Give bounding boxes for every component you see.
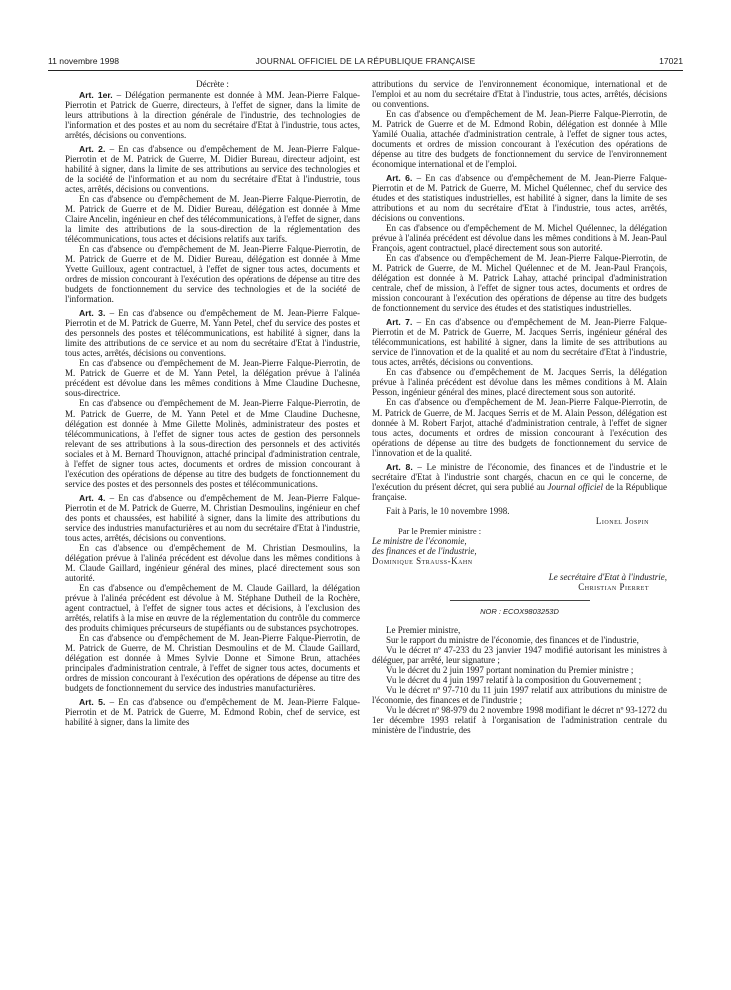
article-label: Art. 6. — [386, 173, 413, 184]
premier-ministre: Le Premier ministre, — [386, 624, 461, 635]
visa-paragraph: Vu le décret du 4 juin 1997 relatif à la composition du Gouvernement ; — [386, 674, 642, 685]
article-8 — [372, 462, 667, 502]
visa-paragraph: Sur le rapport du ministre de l'économie, des finances et de l'industrie, — [386, 634, 639, 645]
signature-strauss-kahn: Dominique Strauss-Kahn — [372, 555, 473, 566]
article-label: Art. 1er. — [79, 90, 113, 101]
article-6 — [372, 173, 667, 223]
paragraph: attributions du service de l'environnement économique, international et de l'emploi et au nom du secrétaire d'Etat à l'industrie, tous actes, arrêtés, décisions ou conventions. — [372, 79, 667, 110]
article-label: Art. 5. — [79, 696, 106, 707]
right-column — [372, 79, 667, 735]
paragraph: En cas d'absence ou d'empêchement de M. Jacques Serris, la délégation prévue à l'alinéa précédent est dévolue dans les mêmes conditions à M. Alain Pesson, ingénieur général des mines, placé directement sous son autorité. — [372, 367, 667, 398]
article-text: de la République française. — [372, 481, 668, 502]
visa-paragraph: Vu le décret du 2 juin 1997 portant nomination du Premier ministre ; — [386, 664, 634, 675]
article-text: – En cas d'absence ou d'empêchement de M. Jean-Pierre Falque-Pierrotin et de M. Patrick de Guerre, M. Christian Desmoulins, ingénieur en chef des ponts et chaussées, est habilité à signer, dans la limite des attributions du service des industries manufacturières et au nom du secrétaire d'Etat à l'industrie, tous actes, arrêtés, décisions ou conventions. — [65, 492, 361, 543]
article-7 — [372, 317, 667, 367]
visa-paragraph: Vu le décret nº 47-233 du 23 janvier 1947 modifié autorisant les ministres à déléguer, par arrêté, leur signature ; — [372, 644, 667, 665]
paragraph: En cas d'absence ou d'empêchement de M. Michel Quélennec, la délégation prévue à l'alinéa précédent est dévolue dans les mêmes conditions à M. Jean-Paul François, agent contractuel, placé directement sous son autorité. — [372, 223, 667, 254]
article-text: – En cas d'absence ou d'empêchement de M. Jean-Pierre Falque-Pierrotin et de M. Patrick de Guerre, M. Jacques Serris, ingénieur général des télécommunications, est habilité à signer, dans la limite de ses attributions au service de l'innovation et de la qualité et au nom du secrétaire d'Etat à l'industrie, tous actes, arrêtés, décisions ou conventions. — [372, 317, 668, 368]
article-5 — [65, 697, 360, 727]
visa-paragraph: Vu le décret nº 98-979 du 2 novembre 1998 modifiant le décret nº 93-1272 du 1er décembre 1993 relatif à l'organisation de l'administration centrale du ministère de l'industrie, des — [372, 704, 667, 735]
article-label: Art. 2. — [79, 144, 106, 155]
journal-name: Journal officiel — [547, 481, 603, 492]
decrete-heading: Décrète : — [196, 79, 229, 89]
article-label: Art. 3. — [79, 308, 106, 319]
paragraph: En cas d'absence ou d'empêchement de M. Jean-Pierre Falque-Pierrotin, de M. Patrick de Guerre, de M. Jacques Serris et de M. Alain Pesson, délégation est donnée à M. Robert Farjot, attaché d'administration centrale, à l'effet de signer tous actes, documents et ordres de mission concourant à l'exécution des opérations de dépense au titre des budgets de fonctionnement du service de l'innovation et de la qualité. — [372, 397, 667, 458]
article-text: – En cas d'absence ou d'empêchement de M. Jean-Pierre Falque-Pierrotin et de M. Patrick de Guerre, M. Yann Petel, chef du service des postes et des personnels des postes et télécommunications, est habilité à signer, dans la limite des attributions de ce service et au nom du secrétaire d'Etat à l'industrie, tous actes, arrêtés, décisions ou conventions. — [65, 308, 361, 359]
article-text: – En cas d'absence ou d'empêchement de M. Jean-Pierre Falque-Pierrotin et de M. Patrick de Guerre, M. Didier Bureau, directeur adjoint, est habilité à signer, dans la limite de ses attributions au service des technologies et de la société de l'information et au nom du secrétaire d'Etat à l'industrie, tous actes, arrêtés, décisions ou conventions. — [65, 144, 361, 195]
paragraph: En cas d'absence ou d'empêchement de M. Jean-Pierre Falque-Pierrotin, de M. Patrick de Guerre et de M. Yann Petel, la délégation prévue à l'alinéa précédent est dévolue dans les mêmes conditions à Mme Claudine Duchesne, sous-directrice. — [65, 358, 360, 399]
article-label: Art. 8. — [386, 461, 413, 472]
journal-title: JOURNAL OFFICIEL DE LA RÉPUBLIQUE FRANÇAISE — [255, 56, 476, 66]
fait-line: Fait à Paris, le 10 novembre 1998. — [386, 505, 510, 516]
visa-paragraph: Vu le décret nº 97-710 du 11 juin 1997 relatif aux attributions du ministre de l'économie, des finances et de l'industrie ; — [372, 684, 667, 705]
section-divider — [450, 600, 590, 601]
article-1 — [65, 90, 360, 140]
minister-title-2: des finances et de l'industrie, — [372, 545, 477, 556]
article-label: Art. 4. — [79, 492, 106, 503]
par-le-premier-ministre: Par le Premier ministre : — [398, 525, 482, 536]
left-column — [65, 79, 360, 727]
paragraph: En cas d'absence ou d'empêchement de M. Jean-Pierre Falque-Pierrotin, de M. Patrick de Guerre, de M. Michel Quélennec et de M. Jean-Paul François, délégation est donnée à M. Patrick Lahay, attaché principal d'administration centrale, chef de mission, à l'effet de signer tous actes, documents et ordres de mission concourant à l'exécution des opérations de dépense au titre des budgets de fonctionnement du service des études et des statistiques industrielles. — [372, 253, 667, 314]
page-header — [48, 56, 683, 71]
paragraph: En cas d'absence ou d'empêchement de M. Jean-Pierre Falque-Pierrotin, de M. Patrick de Guerre et de M. Didier Bureau, délégation est donnée à Mme Yvette Guilloux, agent contractuel, à l'effet de signer tous actes, documents et ordres de mission concourant à l'exécution des opérations de dépense au titre des budgets de fonctionnement du service des technologies et de la société de l'information. — [65, 244, 360, 305]
secretary-title: Le secrétaire d'Etat à l'industrie, — [548, 571, 667, 582]
article-2 — [65, 144, 360, 194]
paragraph: En cas d'absence ou d'empêchement de M. Jean-Pierre Falque-Pierrotin, de M. Patrick de Guerre et de M. Edmond Robin, délégation est donnée à Mlle Yamilé Oualia, attachée d'administration centrale, à l'effet de signer tous actes, documents et ordres de mission concourant à l'exécution des opérations de dépense au titre des budgets de fonctionnement du service de l'environnement économique international et de l'emploi. — [372, 109, 667, 170]
nor-reference: NOR : ECOX9803253D — [480, 606, 559, 616]
signature-pierret: Christian Pierret — [578, 581, 649, 592]
article-label: Art. 7. — [386, 317, 413, 328]
article-text: – Délégation permanente est donnée à MM. Jean-Pierre Falque-Pierrotin et Patrick de Guerre, directeurs, à l'effet de signer, dans la limite de leurs attributions à la direction générale de l'industrie, des technologies de l'information et des postes et au nom du secrétaire d'Etat à l'industrie, tous actes, arrêtés, décisions ou conventions. — [65, 90, 360, 141]
page-number: 17021 — [659, 56, 683, 66]
paragraph: En cas d'absence ou d'empêchement de M. Jean-Pierre Falque-Pierrotin, de M. Patrick de Guerre, de M. Christian Desmoulins et de M. Claude Gaillard, délégation est donnée à Mmes Sylvie Donne et Simone Brun, attachées principales d'administration centrale, à l'effet de signer tous actes, documents et ordres de mission concourant à l'exécution des opérations de dépense au titre des budgets de fonctionnement du service des industries manufacturières. — [65, 632, 360, 693]
paragraph: En cas d'absence ou d'empêchement de M. Jean-Pierre Falque-Pierrotin, de M. Patrick de Guerre, de M. Yann Petel et de Mme Claudine Duchesne, délégation est donnée à Mme Gilette Molinès, administrateur des postes et télécommunications, à l'effet de signer tous actes de gestion des personnels relevant de ses attributions à la sous-direction des personnels et des activités sociales et à M. Bernard Thouvignon, attaché principal d'administration centrale, à l'effet de signer tous actes, documents et ordres de mission concourant à l'exécution des opérations de dépense au titre des budgets de fonctionnement du service des postes et des personnels des postes et télécommunications. — [65, 398, 360, 489]
article-3 — [65, 308, 360, 358]
article-text: – Le ministre de l'économie, des finances et de l'industrie et le secrétaire d'Etat à l'industrie sont chargés, chacun en ce qui le concerne, de l'exécution du présent décret, qui sera publié au — [372, 461, 667, 492]
paragraph: En cas d'absence ou d'empêchement de M. Jean-Pierre Falque-Pierrotin, de M. Patrick de Guerre et de M. Didier Bureau, délégation est donnée à Mme Claire Ancelin, ingénieur en chef des télécommunications, à l'effet de signer, dans la limite des attributions de la sous-direction de la réglementation des télécommunications, tous actes et décisions relatifs aux tarifs. — [65, 194, 360, 245]
paragraph: En cas d'absence ou d'empêchement de M. Claude Gaillard, la délégation prévue à l'alinéa précédent est dévolue à M. Stéphane Dutheil de la Rochère, agent contractuel, à l'effet de signer tous actes et décisions, à l'exclusion des arrêtés, relatifs à la mise en œuvre de la réglementation du contrôle du commerce des produits chimiques précurseurs de stupéfiants ou de substances psychotropes. — [65, 582, 360, 633]
paragraph: En cas d'absence ou d'empêchement de M. Christian Desmoulins, la délégation prévue à l'alinéa précédent est dévolue dans les mêmes conditions à M. Claude Gaillard, ingénieur général des mines, placé directement sous son autorité. — [65, 542, 360, 583]
minister-title-1: Le ministre de l'économie, — [372, 535, 467, 546]
article-4 — [65, 493, 360, 543]
article-text: – En cas d'absence ou d'empêchement de M. Jean-Pierre Falque-Pierrotin et de M. Patrick de Guerre, M. Michel Quélennec, chef du service des études et des statistiques industrielles, est habilité à signer, dans la limite de ses attributions et au nom du secrétaire d'Etat à l'industrie, tous actes, arrêtés, décisions ou conventions. — [372, 173, 668, 224]
signature-jospin: Lionel Jospin — [595, 515, 649, 526]
header-date: 11 novembre 1998 — [48, 56, 120, 66]
article-text: – En cas d'absence ou d'empêchement de M. Jean-Pierre Falque-Pierrotin et de M. Patrick de Guerre, M. Edmond Robin, chef de service, est habilité à signer, dans la limite des — [65, 696, 361, 727]
